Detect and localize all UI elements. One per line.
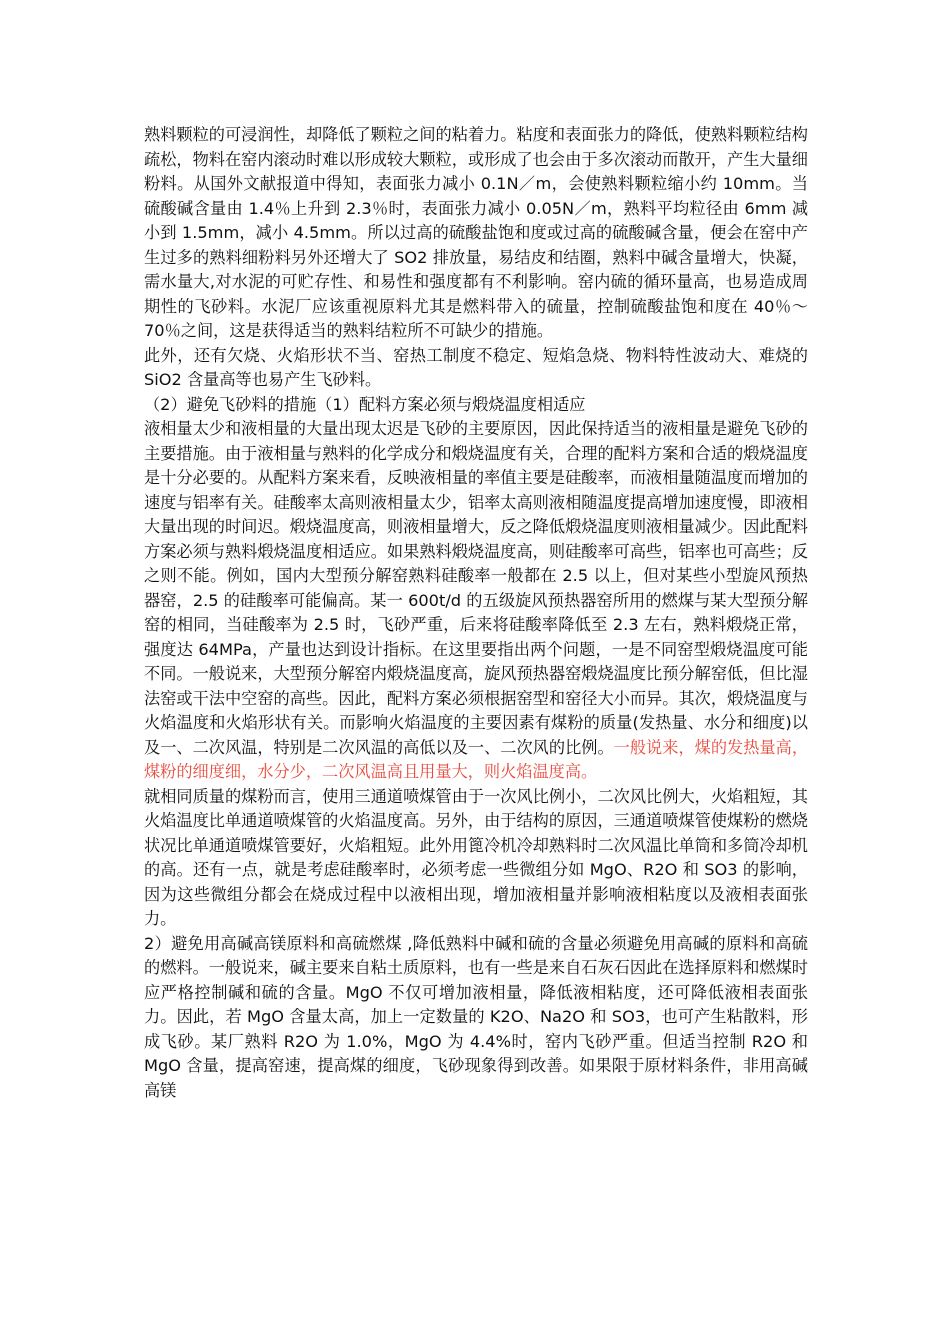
paragraph-4-text: 液相量太少和液相量的大量出现太迟是飞砂的主要原因，因此保持适当的液相量是避免飞砂的主要措施。由于液相量与熟料的化学成分和煅烧温度有关，合理的配料方案和合适的煅烧温度是十分必要的。从配料方案来看，反映液相量的率值主要是硅酸率，而液相量随温度而增加的速度与铝率有关。硅酸率太高则液相量太少，铝率太高则液相随温度提高增加速度慢，即液相大量出现的时间迟。煅烧温度高，则液相量增大，反之降低煅烧温度则液相量减少。因此配料方案必须与熟料煅烧温度相适应。如果熟料煅烧温度高，则硅酸率可高些，铝率也可高些；反之则不能。例如，国内大型预分解窑熟料硅酸率一般都在 2.5 以上，但对某些小型旋风预热器窑，2.5 的硅酸率可能偏高。某一 600t/d 的五级旋风预热器窑所用的燃煤与某大型预分解窑的相同，当硅酸率为 2.5 时，飞砂严重，后来将硅酸率降低至 2.3 左右，熟料煅烧正常，强度达 64MPa，产量也达到设计指标。在这里要指出两个问题，一是不同窑型煅烧温度可能不同。一般说来，大型预分解窑内煅烧温度高，旋风预热器窑煅烧温度比预分解窑低，但比湿法窑或干法中空窑的高些。因此，配料方案必须根据窑型和窑径大小而异。其次，煅烧温度与火焰温度和火焰形状有关。而影响火焰温度的主要因素有煤粉的质量(发热量、水分和细度)以及一、二次风温，特别是二次风温的高低以及一、二次风的比例。 [144, 419, 808, 757]
paragraph-4 [144, 417, 808, 785]
document-body [144, 123, 808, 1103]
highlighted-text: 一般说来，煤的发热量高，煤粉的细度细，水分少，二次风温高且用量大，则火焰温度高。 [144, 737, 809, 781]
paragraph-1: 熟料颗粒的可浸润性，却降低了颗粒之间的粘着力。粘度和表面张力的降低，使熟料颗粒结构疏松，物料在窑内滚动时难以形成较大颗粒，或形成了也会由于多次滚动而散开，产生大量细粉料。从国外文献报道中得知，表面张力减小 0.1N／m，会使熟料颗粒缩小约 10mm。当硫酸碱含量由 1.4％上升到 2.3％时，表面张力减小 0.05N／m，熟料平均粒径由 6mm 减小到 1.5mm，减小 4.5mm。所以过高的硫酸盐饱和度或过高的硫酸碱含量，便会在窑中产生过多的熟料细粉料另外还增大了 SO2 排放量，易结皮和结圈，熟料中碱含量增大，快凝，需水量大,对水泥的可贮存性、和易性和强度都有不利影响。窑内硫的循环量高，也易造成周期性的飞砂料。水泥厂应该重视原料尤其是燃料带入的硫量，控制硫酸盐饱和度在 40％～70％之间，这是获得适当的熟料结粒所不可缺少的措施。 [144, 125, 809, 340]
paragraph-6: 2）避免用高碱高镁原料和高硫燃煤 ,降低熟料中碱和硫的含量必须避免用高碱的原料和高硫的燃料。一般说来，碱主要来自粘土质原料，也有一些是来自石灰石因此在选择原料和燃煤时应严格控制碱和硫的含量。MgO 不仅可增加液相量，降低液相粘度，还可降低液相表面张力。因此，若 MgO 含量太高，加上一定数量的 K2O、Na2O 和 SO3，也可产生粘散料，形成飞砂。某厂熟料 R2O 为 1.0%，MgO 为 4.4%时，窑内飞砂严重。但适当控制 R2O 和 MgO 含量，提高窑速，提高煤的细度，飞砂现象得到改善。如果限于原材料条件，非用高碱高镁 [144, 933, 808, 1100]
paragraph-5: 就相同质量的煤粉而言，使用三通道喷煤管由于一次风比例小，二次风比例大，火焰粗短，其火焰温度比单通道喷煤管的火焰温度高。另外，由于结构的原因，三通道喷煤管使煤粉的燃烧状况比单通道喷煤管要好，火焰粗短。此外用篦冷机冷却熟料时二次风温比单筒和多筒冷却机的高。还有一点，就是考虑硅酸率时，必须考虑一些微组分如 MgO、R2O 和 SO3 的影响，因为这些微组分都会在烧成过程中以液相出现，增加液相量并影响液相粘度以及液相表面张力。 [144, 786, 808, 928]
paragraph-2: 此外，还有欠烧、火焰形状不当、窑热工制度不稳定、短焰急烧、物料特性波动大、难烧的 SiO2 含量高等也易产生飞砂料。 [144, 345, 808, 389]
section-heading: （2）避免飞砂料的措施（1）配料方案必须与煅烧温度相适应 [144, 394, 586, 414]
